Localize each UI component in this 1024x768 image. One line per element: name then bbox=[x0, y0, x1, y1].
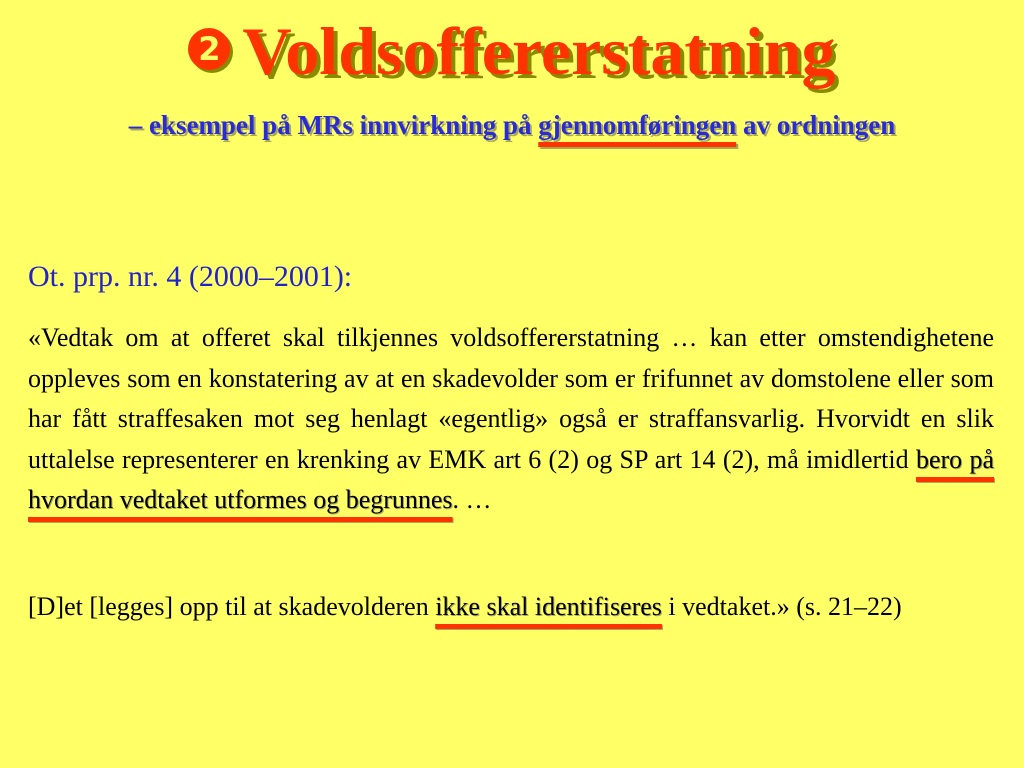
number-bullet-icon: 2 bbox=[188, 28, 230, 70]
subtitle bbox=[0, 110, 1024, 141]
title-text: Voldsoffererstatning bbox=[242, 13, 836, 89]
quote-paragraph-1 bbox=[28, 318, 994, 521]
quote-paragraph-2-highlight: ikke skal identifiseres bbox=[435, 592, 662, 621]
slide-title bbox=[0, 12, 1024, 91]
quote-paragraph-1-end: . … bbox=[452, 485, 492, 514]
quote-paragraph-1-text: «Vedtak om at offeret skal tilkjennes voldsoffererstatning … kan etter omstendighetene oppleves som en konstatering av at en skadevolder som er frifunnet av domstolene eller som har fått straffesaken mot seg henlagt «egentlig» også er straffansvarlig. Hvorvidt en slik uttalelse representerer en krenking av EMK art 6 (2) og SP art 14 (2), må imidlertid bbox=[28, 323, 994, 474]
quote-paragraph-2-text: [D]et [legges] opp til at skadevolderen bbox=[28, 592, 436, 621]
subtitle-after: av ordningen bbox=[736, 110, 896, 140]
quote-paragraph-1-highlight: bero på hvordan vedtaket utformes og begrunnes bbox=[28, 444, 994, 514]
subtitle-underlined-word: gjennomføringen bbox=[538, 110, 737, 140]
quote-paragraph-2-end: i vedtaket.» (s. 21–22) bbox=[661, 592, 902, 621]
reference-heading: Ot. prp. nr. 4 (2000–2001): bbox=[28, 260, 353, 293]
subtitle-before: – eksempel på MRs innvirkning på bbox=[128, 110, 539, 140]
quote-paragraph-2 bbox=[28, 587, 994, 628]
